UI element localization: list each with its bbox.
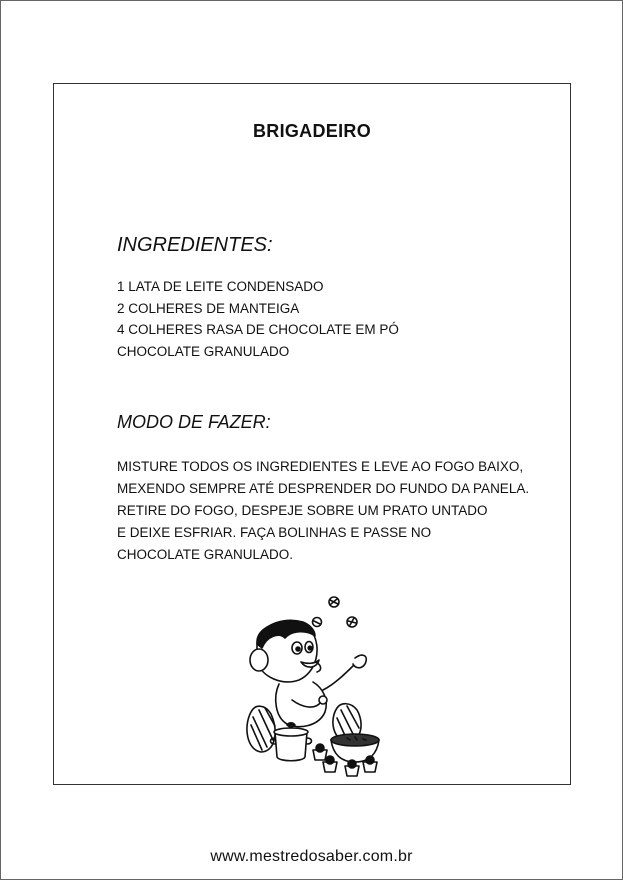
method-heading: MODO DE FAZER: bbox=[117, 412, 271, 432]
recipe-card bbox=[53, 83, 571, 785]
method-line: RETIRE DO FOGO, DESPEJE SOBRE UM PRATO UNTADO bbox=[117, 503, 488, 518]
method-line: MISTURE TODOS OS INGREDIENTES E LEVE AO FOGO BAIXO, bbox=[117, 459, 524, 474]
ingredient-item: 1 LATA DE LEITE CONDENSADO bbox=[117, 279, 324, 294]
method-line: E DEIXE ESFRIAR. FAÇA BOLINHAS E PASSE NO bbox=[117, 525, 432, 540]
method-line: CHOCOLATE GRANULADO. bbox=[117, 547, 294, 562]
ingredient-item: 2 COLHERES DE MANTEIGA bbox=[117, 300, 300, 316]
recipe-title: BRIGADEIRO bbox=[252, 121, 371, 141]
ingredient-item: CHOCOLATE GRANULADO bbox=[117, 343, 290, 359]
method-line: MEXENDO SEMPRE ATÉ DESPRENDER DO FUNDO DA PANELA. bbox=[117, 481, 530, 496]
ingredient-item: 4 COLHERES RASA DE CHOCOLATE EM PÓ bbox=[117, 322, 399, 337]
child-cooking-illustration bbox=[237, 592, 387, 777]
ingredients-list bbox=[117, 276, 399, 362]
method-text bbox=[117, 456, 529, 566]
website-url: www.mestredosaber.com.br bbox=[210, 848, 413, 865]
ingredients-heading: INGREDIENTES: bbox=[117, 234, 273, 256]
